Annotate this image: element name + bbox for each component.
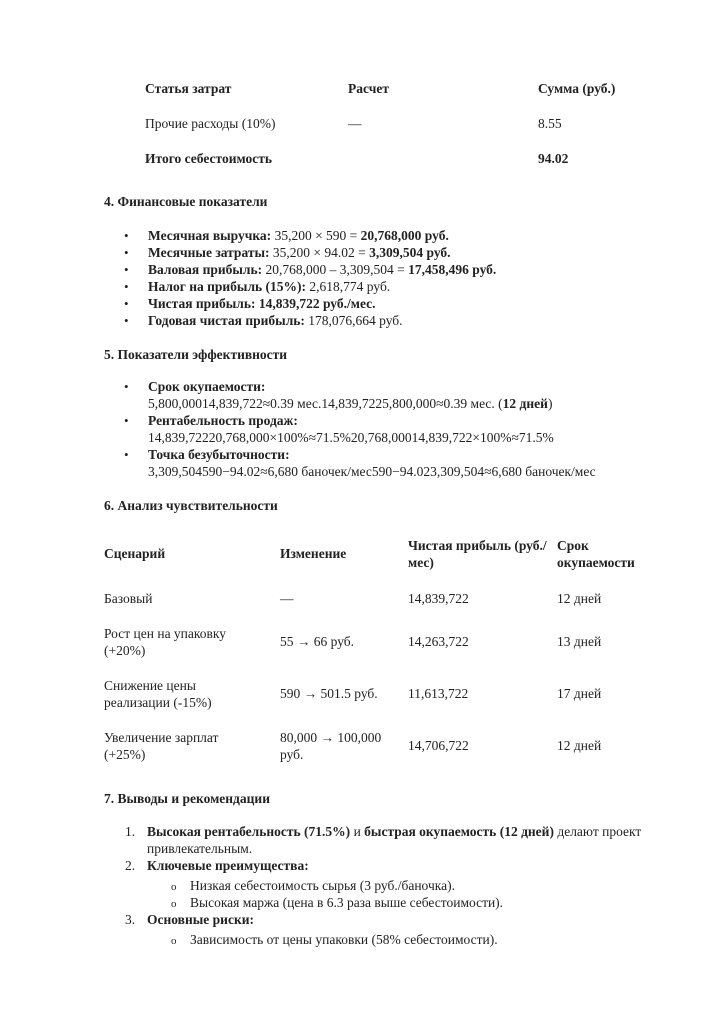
table-cell: 80,000 → 100,000 руб. xyxy=(280,730,382,762)
cost-header-item: Статья затрат xyxy=(145,81,232,96)
list-item: • Чистая прибыль: 14,839,722 руб./мес. xyxy=(104,295,664,312)
table-header: Срок окупаемости xyxy=(557,538,635,570)
list-item: o Высокая маржа (цена в 6.3 раза выше себестоимости). xyxy=(104,894,664,911)
cost-row-calc: — xyxy=(348,116,362,131)
cost-total-item: Итого себестоимость xyxy=(145,151,273,166)
section-4-heading: 4. Финансовые показатели xyxy=(104,194,268,209)
table-cell: 14,706,722 xyxy=(408,738,469,753)
cost-header-calc: Расчет xyxy=(348,81,389,96)
circle-bullet-icon: o xyxy=(171,881,177,893)
table-cell: 14,839,722 xyxy=(408,591,469,606)
cost-total-sum: 94.02 xyxy=(538,151,569,166)
table-cell: Базовый xyxy=(104,591,153,606)
list-item: o Низкая себестоимость сырья (3 руб./баночка). xyxy=(104,877,664,894)
list-item: • Налог на прибыль (15%): 2,618,774 руб. xyxy=(104,278,664,295)
table-cell: 17 дней xyxy=(557,686,602,701)
list-item: • Рентабельность продаж: 14,839,72220,768,000×100%≈71.5%20,768,00014,839,722×100%≈71.5% xyxy=(104,412,664,446)
list-item: • Месячные затраты: 35,200 × 94.02 = 3,309,504 руб. xyxy=(104,244,664,261)
circle-bullet-icon: o xyxy=(171,935,177,947)
conclusion-item-2: 2. Ключевые преимущества: xyxy=(125,858,309,873)
table-cell: 13 дней xyxy=(557,634,602,649)
table-header: Сценарий xyxy=(104,546,166,561)
table-cell: 55 → 66 руб. xyxy=(280,634,355,649)
table-cell: 590 → 501.5 руб. xyxy=(280,686,378,701)
table-cell: 12 дней xyxy=(557,591,602,606)
list-item: • Годовая чистая прибыль: 178,076,664 руб. xyxy=(104,312,664,329)
table-header: Чистая прибыль (руб./мес) xyxy=(408,538,547,570)
list-item: • Точка безубыточности: 3,309,504590−94.02≈6,680 баночек/мес590−94.023,309,504≈6,680 баночек/мес xyxy=(104,446,664,480)
financial-indicators-list xyxy=(104,227,664,329)
cost-row-item: Прочие расходы (10%) xyxy=(145,116,276,131)
section-6-heading: 6. Анализ чувствительности xyxy=(104,498,278,513)
list-item: • Срок окупаемости: 5,800,00014,839,722≈0.39 мес.14,839,7225,800,000≈0.39 мес. (12 дней) xyxy=(104,378,664,412)
table-cell: Увеличение зарплат (+25%) xyxy=(104,730,219,762)
table-cell: Снижение цены реализации (-15%) xyxy=(104,678,212,710)
conclusion-item-1: 1. Высокая рентабельность (71.5%) и быстрая окупаемость (12 дней) делают проект привлекательным. xyxy=(125,824,642,856)
table-cell: Рост цен на упаковку (+20%) xyxy=(104,626,227,658)
section-7-heading: 7. Выводы и рекомендации xyxy=(104,791,270,806)
list-item: • Месячная выручка: 35,200 × 590 = 20,768,000 руб. xyxy=(104,227,664,244)
cost-header-sum: Сумма (руб.) xyxy=(538,81,616,96)
conclusion-item-3: 3. Основные риски: xyxy=(125,912,254,927)
table-cell: 12 дней xyxy=(557,738,602,753)
cost-row-sum: 8.55 xyxy=(538,116,562,131)
section-5-heading: 5. Показатели эффективности xyxy=(104,347,288,362)
table-cell: 14,263,722 xyxy=(408,634,469,649)
circle-bullet-icon: o xyxy=(171,898,177,910)
list-item: o Зависимость от цены упаковки (58% себестоимости). xyxy=(104,931,664,948)
table-cell: 11,613,722 xyxy=(408,686,469,701)
list-item: • Валовая прибыль: 20,768,000 – 3,309,504 = 17,458,496 руб. xyxy=(104,261,664,278)
efficiency-list xyxy=(104,378,664,480)
table-header: Изменение xyxy=(280,546,347,561)
table-cell: — xyxy=(280,591,294,606)
